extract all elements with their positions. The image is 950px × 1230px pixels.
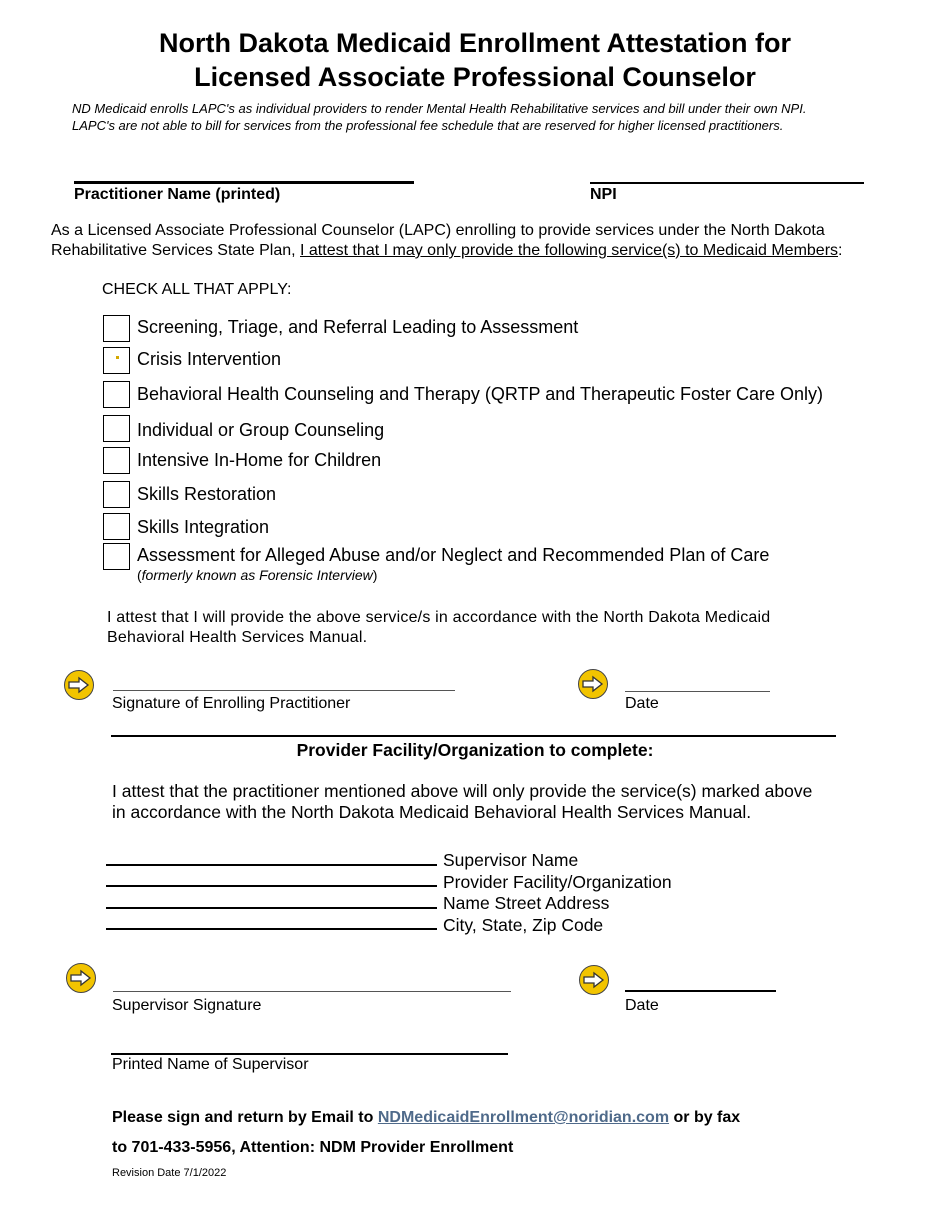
service-label-individual: Individual or Group Counseling [137, 420, 385, 440]
checkbox-forensic-assessment[interactable] [103, 543, 130, 570]
service-label-assessment: Assessment for Alleged Abuse and/or Neglect and Recommended Plan of Care [137, 545, 770, 565]
supervisor-date-label: Date [625, 997, 659, 1014]
facility-attest-line-1: I attest that the practitioner mentioned above will only provide the service(s) marked above [112, 781, 813, 801]
email-link[interactable]: NDMedicaidEnrollment@noridian.com [377, 1109, 670, 1126]
check-mark-icon [116, 356, 119, 359]
supervisor-date-arrow-icon [579, 965, 609, 995]
attestation-line-1: As a Licensed Associate Professional Counselor (LAPC) enrolling to provide services under the North Dakota [51, 222, 825, 239]
supervisor-name-label: Supervisor Name [443, 850, 579, 870]
service-label-screening: Screening, Triage, and Referral Leading to Assessment [137, 317, 579, 337]
facility-attest-line-2: in accordance with the North Dakota Medicaid Behavioral Health Services Manual. [112, 802, 752, 822]
intro-line-2: LAPC's are not able to bill for services from the professional fee schedule that are reserved for higher licensed practitioners. [72, 117, 784, 133]
practitioner-date-label: Date [625, 695, 659, 712]
service-label-intensive: Intensive In-Home for Children [137, 450, 382, 470]
supervisor-name-field[interactable] [106, 864, 437, 866]
return-text-1: Please sign and return by Email to [112, 1109, 378, 1126]
title-line-1: North Dakota Medicaid Enrollment Attestation for [158, 28, 792, 58]
service-note [137, 567, 377, 583]
attestation-underlined: I attest that I may only provide the following service(s) to Medicaid Members [300, 242, 839, 259]
attestation-line-2 [51, 241, 921, 261]
date-arrow-icon [578, 669, 608, 699]
checkbox-individual-group[interactable] [103, 415, 130, 442]
service-note-italic: formerly known as Forensic Interview [141, 567, 373, 583]
street-address-field[interactable] [106, 907, 437, 909]
revision-date: Revision Date 7/1/2022 [112, 1167, 227, 1179]
supervisor-date-field[interactable] [625, 990, 776, 992]
printed-supervisor-name-label: Printed Name of Supervisor [112, 1056, 309, 1073]
npi-label: NPI [590, 186, 617, 203]
service-label-restoration: Skills Restoration [137, 484, 277, 504]
street-address-label: Name Street Address [443, 893, 610, 913]
practitioner-name-label: Practitioner Name (printed) [74, 186, 281, 203]
service-label-integration: Skills Integration [137, 517, 270, 537]
intro-line-1: ND Medicaid enrolls LAPC's as individual providers to render Mental Health Rehabilitative services and bill under their own NPI. [72, 101, 807, 116]
checkbox-crisis-intervention[interactable] [103, 347, 130, 374]
document-title [0, 26, 950, 94]
attestation-end: : [838, 242, 843, 259]
section-divider [111, 735, 836, 737]
check-all-label: CHECK ALL THAT APPLY: [102, 281, 292, 298]
service-note-close: ) [372, 567, 378, 583]
return-text-2: or by fax [669, 1109, 741, 1126]
supervisor-signature-label: Supervisor Signature [112, 997, 262, 1014]
facility-attestation [112, 781, 902, 823]
practitioner-date-field[interactable] [625, 691, 770, 692]
title-line-2: Licensed Associate Professional Counselor [194, 62, 756, 92]
city-state-zip-field[interactable] [106, 928, 437, 930]
practitioner-signature-label: Signature of Enrolling Practitioner [112, 695, 351, 712]
provider-facility-field[interactable] [106, 885, 437, 887]
city-state-zip-label: City, State, Zip Code [443, 915, 604, 935]
supervisor-sign-arrow-icon [66, 963, 96, 993]
attestation-text: Rehabilitative Services State Plan, [51, 242, 301, 259]
service-label-behavioral: Behavioral Health Counseling and Therapy (QRTP and Therapeutic Foster Care Only) [137, 384, 824, 404]
checkbox-skills-integration[interactable] [103, 513, 130, 540]
practitioner-signature-field[interactable] [113, 690, 455, 691]
service-label-crisis: Crisis Intervention [137, 349, 282, 369]
intro-text [72, 101, 892, 134]
practitioner-attest-line-2: Behavioral Health Services Manual. [107, 629, 368, 646]
checkbox-skills-restoration[interactable] [103, 481, 130, 508]
sign-here-arrow-icon [64, 670, 94, 700]
checkbox-intensive-in-home[interactable] [103, 447, 130, 474]
return-instructions-line-2: to 701-433-5956, Attention: NDM Provider Enrollment [112, 1139, 514, 1156]
facility-heading: Provider Facility/Organization to complete: [296, 740, 654, 760]
practitioner-attest-line-1: I attest that I will provide the above service/s in accordance with the North Dakota Medicaid [107, 609, 771, 626]
practitioner-attestation [107, 608, 887, 648]
checkbox-screening[interactable] [103, 315, 130, 342]
service-note-open: ( [137, 567, 142, 583]
supervisor-signature-field[interactable] [113, 991, 511, 992]
attestation-paragraph [51, 221, 921, 261]
npi-field[interactable] [590, 182, 864, 184]
practitioner-name-field[interactable] [74, 181, 414, 184]
return-instructions-line-1 [112, 1109, 740, 1127]
checkbox-behavioral-health[interactable] [103, 381, 130, 408]
provider-facility-label: Provider Facility/Organization [443, 872, 672, 892]
